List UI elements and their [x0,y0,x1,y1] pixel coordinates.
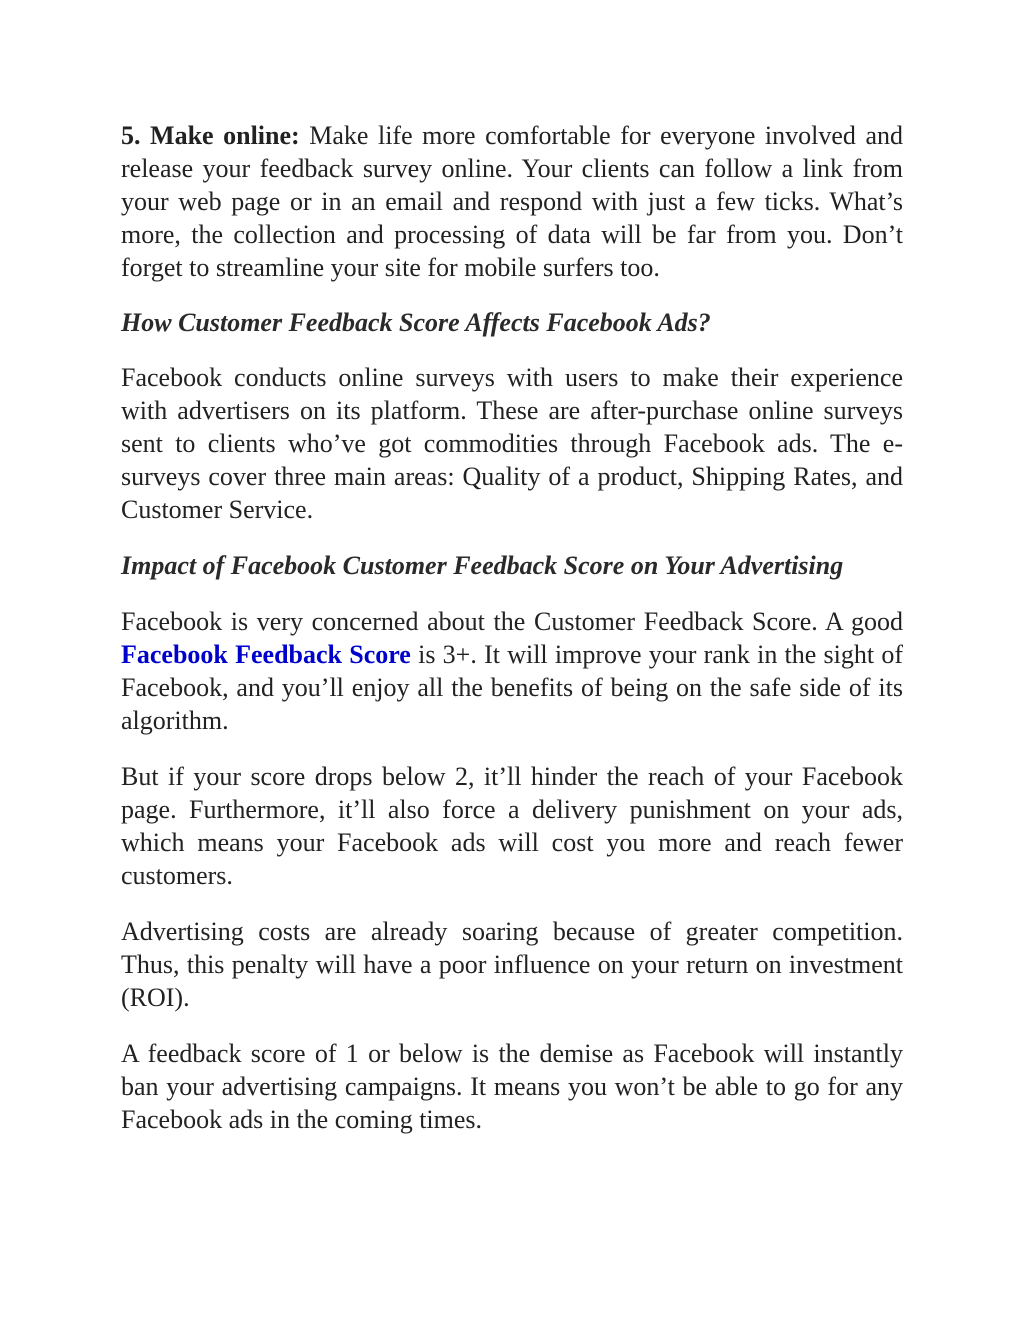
document-page [121,119,903,1136]
concerned-text-before: Facebook is very concerned about the Customer Feedback Score. A good [121,607,903,636]
heading-feedback-affects-ads: How Customer Feedback Score Affects Facebook Ads? [121,308,711,337]
concerned-paragraph [121,605,903,737]
surveys-paragraph: Facebook conducts online surveys with users to make their experience with advertisers on its platform. These are after-purchase online surveys sent to clients who’ve got commodities through Facebook ads. The e-surveys cover three main areas: Quality of a product, Shipping Rates, and Customer Service. [121,363,903,524]
make-online-paragraph [121,119,903,284]
facebook-feedback-score-link[interactable]: Facebook Feedback Score [121,640,411,669]
score-drops-paragraph: But if your score drops below 2, it’ll hinder the reach of your Facebook page. Furthermore, it’ll also force a delivery punishment on your ads, which means your Facebook ads will cost you more and reach fewer customers. [121,762,903,890]
ban-paragraph: A feedback score of 1 or below is the demise as Facebook will instantly ban your advertising campaigns. It means you won’t be able to go for any Facebook ads in the coming times. [121,1039,903,1134]
advertising-costs-paragraph: Advertising costs are already soaring because of greater competition. Thus, this penalty will have a poor influence on your return on investment (ROI). [121,917,903,1012]
make-online-lead: 5. Make online: [121,121,300,150]
make-online-text: Make life more comfortable for everyone involved and release your feedback survey online. Your clients can follow a link from your web page or in an email and respond with just a few ticks. What’s more, the collection and processing of data will be far from you. Don’t forget to streamline your site for mobile surfers too. [121,121,903,282]
concerned-text-after: is 3+. It will improve your rank in the sight of Facebook, and you’ll enjoy all the benefits of being on the safe side of its algorithm. [121,640,904,735]
heading-impact-on-advertising: Impact of Facebook Customer Feedback Score on Your Advertising [121,551,844,580]
